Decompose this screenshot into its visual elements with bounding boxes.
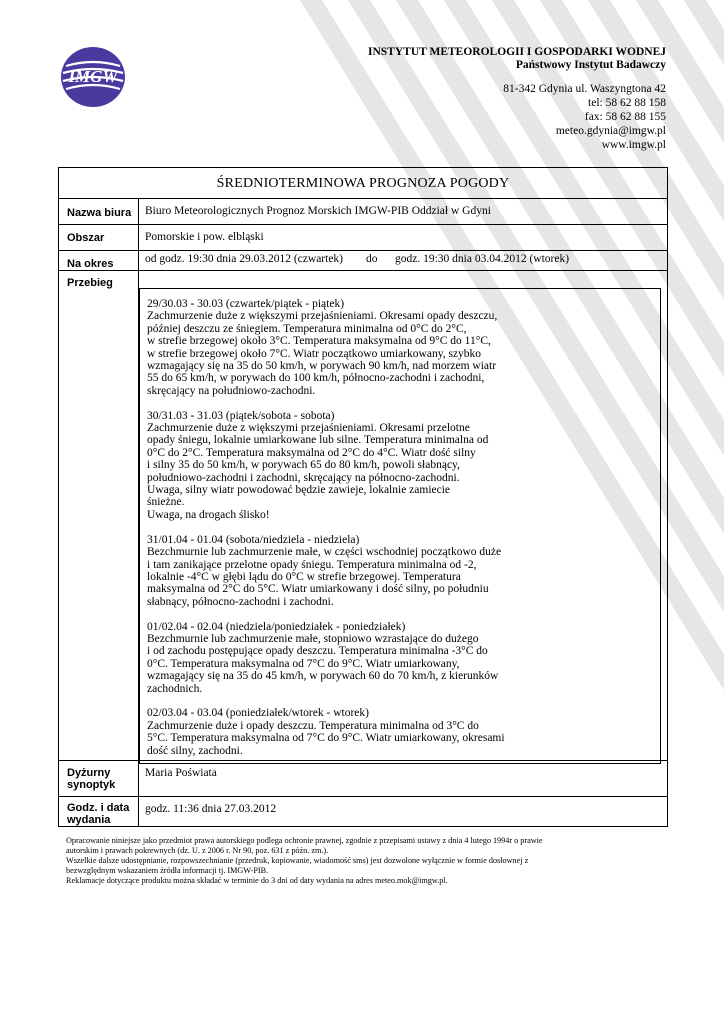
forecast-day: 29/30.03 - 30.03 (czwartek/piątek - piątek) Zachmurzenie duże z większymi przejaśnieniami. Okresami opady deszczu, później deszczu ze śniegiem. Temperatura minimalna od 0°C do 2°C, w strefie brzegowej około 3°C. Temperatura maksymalna od 9°C do 11°C, w strefie brzegowej około 7°C. Wiatr początkowo umiarkowany, szybko wzmagający się na 35 do 50 km/h, w porywach 90 km/h, nad morzem wiatr 55 do 65 km/h, w porywach do 100 km/h, północno-zachodni i zachodni, skręcający na południowo-zachodni.: [147, 298, 498, 397]
value-dyzurny: Maria Poświata: [145, 767, 217, 779]
label-godz: Godz. i data wydania: [67, 802, 130, 826]
forecast-day: 02/03.04 - 03.04 (poniedziałek/wtorek - wtorek) Zachmurzenie duże i opady deszczu. Temperatura minimalna od 3°C do 5°C. Temperatura maksymalna od 7°C do 9°C. Wiatr umiarkowany, okresami dość silny, zachodni.: [147, 707, 505, 757]
forecast-day: 01/02.04 - 02.04 (niedziela/poniedziałek - poniedziałek) Bezchmurnie lub zachmurzenie małe, stopniowo wzrastające do dużego i od zachodu postępujące opady deszczu. Temperatura minimalna -3°C do 0°C. Temperatura maksymalna od 7°C do 9°C. Wiatr umiarkowany, wzmagający się na 35 do 45 km/h, w porywach 60 do 70 km/h, z kierunków zachodnich.: [147, 620, 499, 695]
forecast-day: 30/31.03 - 31.03 (piątek/sobota - sobota) Zachmurzenie duże z większymi przejaśnieniami. Okresami przelotne opady śniegu, lokalnie umiarkowane lub silne. Temperatura minimalna od 0°C do 2°C. Temperatura maksymalna od 2°C do 4°C. Wiatr dość silny i silny 35 do 50 km/h, w porywach 65 do 80 km/h, powoli słabnący, południowo-zachodni i zachodni, skręcający na północno-zachodni. Uwaga, silny wiatr powodować będzie zawieje, lokalnie zamiecie śnieżne. Uwaga, na drogach ślisko!: [147, 409, 489, 521]
forecast-day: 31/01.04 - 01.04 (sobota/niedziela - niedziela) Bezchmurnie lub zachmurzenie małe, w części wschodniej początkowo duże i tam zanikające przelotne opady śniegu. Temperatura minimalna od -2, lokalnie -4°C w głębi lądu do 0°C w strefie brzegowej. Temperatura maksymalna od 2°C do 5°C. Wiatr umiarkowany i dość silny, po południu słabnący, północno-zachodni i zachodni.: [147, 533, 502, 608]
website: www.imgw.pl: [601, 139, 666, 151]
value-biuro: Biuro Meteorologicznych Prognoz Morskich IMGW-PIB Oddział w Gdyni: [145, 205, 491, 217]
email: meteo.gdynia@imgw.pl: [555, 125, 666, 137]
label-obszar: Obszar: [67, 232, 105, 244]
label-biuro: Nazwa biura: [67, 207, 132, 219]
imgw-logo: [60, 46, 126, 108]
copyright-footer: Opracowanie niniejsze jako przedmiot prawa autorskiego podlega ochronie prawnej, zgodnie z przepisami ustawy z dnia 4 lutego 1994r o prawie autorskim i prawach pokrewnych (dz. U. z 2006 r. Nr 90, poz. 631 z późn. zm.). Wszelkie dalsze udostępnianie, rozpowszechnianie (przedruk, kopiowanie, wiadomość sms) jest dozwolone wyłącznie w formie dosłownej z bezwzględnym wskazaniem źródła informacji tj. IMGW-PIB. Reklamacje dotyczące produktu można składać w terminie do 3 dni od daty wydania na adres meteo.mok@imgw.pl.: [66, 836, 543, 885]
value-okres-from: od godz. 19:30 dnia 29.03.2012 (czwartek): [145, 253, 344, 265]
org-header: [368, 46, 666, 72]
row-obszar: [59, 224, 667, 250]
address: 81-342 Gdynia ul. Waszyngtona 42: [503, 83, 666, 95]
forecast-form: [58, 167, 668, 827]
forecast-text-box: [139, 288, 661, 764]
row-dyzurny: [59, 760, 667, 796]
org-subtitle: Państwowy Instytut Badawczy: [515, 59, 666, 71]
row-godz: [59, 796, 667, 826]
label-okres: Na okres: [67, 258, 114, 270]
org-name: INSTYTUT METEOROLOGII I GOSPODARKI WODNEJ: [368, 46, 666, 58]
row-biuro: [59, 198, 667, 226]
value-okres-to: godz. 19:30 dnia 03.04.2012 (wtorek): [395, 253, 570, 265]
value-obszar: Pomorskie i pow. elbląski: [145, 231, 264, 243]
value-okres-do: do: [366, 253, 378, 265]
fax: fax: 58 62 88 155: [584, 111, 666, 123]
phone: tel: 58 62 88 158: [588, 97, 666, 109]
label-dyzurny: Dyżurny synoptyk: [67, 767, 116, 791]
contact-block: [503, 82, 666, 152]
logo-text: IMGW: [68, 67, 118, 86]
value-godz: godz. 11:36 dnia 27.03.2012: [145, 803, 277, 815]
document-title: ŚREDNIOTERMINOWA PROGNOZA POGODY: [216, 176, 510, 191]
label-przebieg: Przebieg: [67, 277, 113, 289]
